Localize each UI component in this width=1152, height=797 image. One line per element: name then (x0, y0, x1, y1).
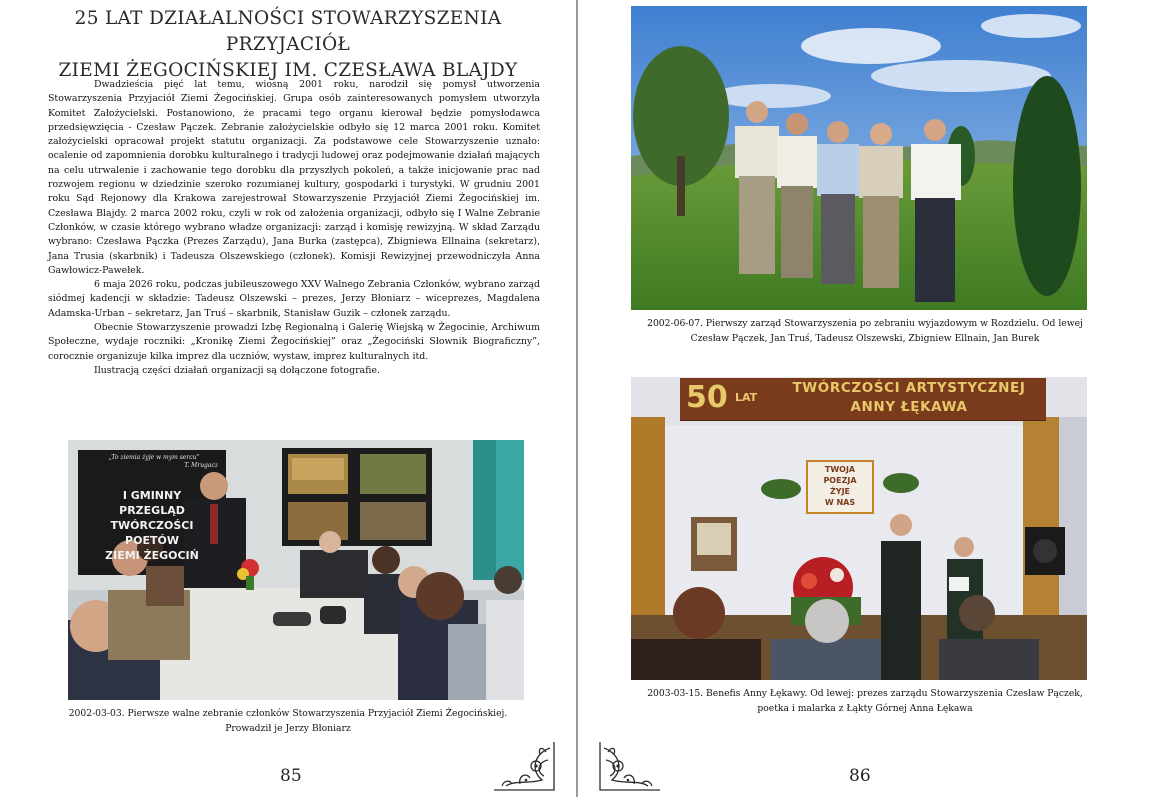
event-photo-caption (598, 686, 1132, 716)
caption-line-2: Prowadził je Jerzy Błoniarz (225, 723, 351, 734)
page-number: 85 (280, 766, 302, 786)
caption-line-1: 2003-03-15. Benefis Anny Łękawy. Od lewej: prezes zarządu Stowarzyszenia Czesław Pączek, (647, 688, 1083, 699)
title-line-1: 25 LAT DZIAŁALNOŚCI STOWARZYSZENIA PRZYJACIÓŁ (74, 8, 502, 55)
poster-text (809, 464, 871, 508)
photo-caption (30, 706, 546, 736)
caption-line-2: Czesław Pączek, Jan Truś, Tadeusz Olszewski, Zbigniew Ellnain, Jan Burek (690, 333, 1040, 344)
photo-sign-text: „To ziemia żyje w mym sercu” (108, 454, 200, 461)
photo-sign-author: T. Mrugacz (184, 462, 218, 469)
banner-line-1: TWÓRCZOŚCI ARTYSTYCZNEJ (792, 380, 1026, 396)
person-figures (735, 101, 961, 302)
outdoor-group-photo (631, 6, 1087, 310)
paragraph: Ilustracją części działań organizacji są dołączone fotografie. (94, 364, 380, 376)
photo-sign (82, 454, 226, 470)
outdoor-photo-caption (598, 316, 1132, 346)
event-photo-art (631, 377, 1087, 680)
caption-line-1: 2002-06-07. Pierwszy zarząd Stowarzyszenia po zebraniu wyjazdowym w Rozdzielu. Od lewej (647, 318, 1083, 329)
benefit-event-photo (631, 377, 1087, 680)
caption-line-2: poetka i malarka z Łąkty Górnej Anna Łękawa (757, 703, 973, 714)
paragraph: 6 maja 2026 roku, podczas jubileuszowego XXV Walnego Zebrania Członków, wybrano zarząd siódmej kadencji w składzie: Tadeusz Olszewski – prezes, Jerzy Błoniarz – wiceprezes, Magdalena Adamska-Urban – sekretarz, Jan Truś – skarbnik, Stanisław Guzik – członek zarządu. (48, 279, 540, 319)
banner-number: 50 (686, 380, 728, 415)
event-banner (680, 378, 1046, 420)
page-number: 86 (849, 766, 871, 786)
poster-line: POEZJA (823, 476, 857, 485)
meeting-photo (68, 440, 524, 700)
article-body (48, 78, 540, 378)
photo-board-line: ZIEMI ŻEGOCIŃ (105, 549, 199, 562)
right-page (578, 0, 1152, 797)
photo-board-line: I GMINNY (122, 489, 182, 502)
photo-board-line: POETÓW (125, 534, 179, 547)
meeting-photo-art (68, 440, 524, 700)
photo-board-line: PRZEGLĄD TWÓRCZOŚCI (110, 504, 194, 532)
floral-ornament-icon (490, 740, 556, 792)
poster-line: TWOJA (824, 465, 856, 474)
outdoor-photo-art (631, 6, 1087, 310)
caption-line-1: 2002-03-03. Pierwsze walne zebranie członków Stowarzyszenia Przyjaciół Ziemi Żegocińskiej. (68, 708, 508, 719)
floral-ornament-icon (598, 740, 664, 792)
title-line-2: ZIEMI ŻEGOCIŃSKIEJ IM. CZESŁAWA BLAJDY (58, 60, 518, 81)
photo-board-text (80, 488, 224, 563)
paragraph: Dwadzieścia pięć lat temu, wiosną 2001 roku, narodził się pomysł utworzenia Stowarzyszenia Przyjaciół Ziemi Żegocińskiej. Grupa osób zainteresowanych pomysłem utworzyła Komitet Założycielski. Postanowiono, że pracami tego organu kierował będzie pomysłodawca przedsięwzięcia - Czesław Pączek. Zebranie założycielskie odbyło się 12 marca 2001 roku. Komitet założycielski opracował projekt statutu organizacji. Za podstawowe cele Stowarzyszenie uznało: ocalenie od zapomnienia dorobku kulturalnego i tradycji ludowej oraz podejmowanie działań mających na celu utrwalenie i zachowanie tego dorobku dla przyszłych pokoleń, a także inicjowanie prac nad rozwojem regionu w dziedzinie szeroko rozumianej kultury, gospodarki i turystyki. W grudniu 2001 roku Sąd Rejonowy dla Krakowa zarejestrował Stowarzyszenie Przyjaciół Ziemi Żegocińskiej im. Czesława Blajdy. 2 marca 2002 roku, czyli w rok od założenia organizacji, odbyło się I Walne Zebranie Członków, w czasie którego wybrano władze organizacji: zarząd i komisję rewizyjną. W skład Zarządu wybrano: Czesława Pączka (Prezes Zarządu), Jana Burka (zastępca), Zbigniewa Ellnaina (sekretarz), Jana Trusia (skarbnik) i Tadeusza Olszewskiego (członek). Komisji Rewizyjnej przewodniczyła Anna Gawłowicz-Pawełek. (48, 79, 540, 276)
poster-line: W NAS (824, 498, 856, 507)
banner-lat: LAT (735, 391, 758, 404)
poster-line: ŻYJE (829, 487, 851, 496)
page-title (24, 6, 552, 84)
paragraph: Obecnie Stowarzyszenie prowadzi Izbę Regionalną i Galerię Wiejską w Żegocinie, Archiwum Społeczne, wydaje roczniki: „Kronikę Ziemi Żegocińskiej” oraz „Żegociński Słownik Biograficzny”, corocznie organizuje kilka imprez dla uczniów, wystaw, imprez kulturalnych itd. (48, 322, 540, 362)
banner-line-2: ANNY ŁĘKAWA (850, 399, 968, 415)
